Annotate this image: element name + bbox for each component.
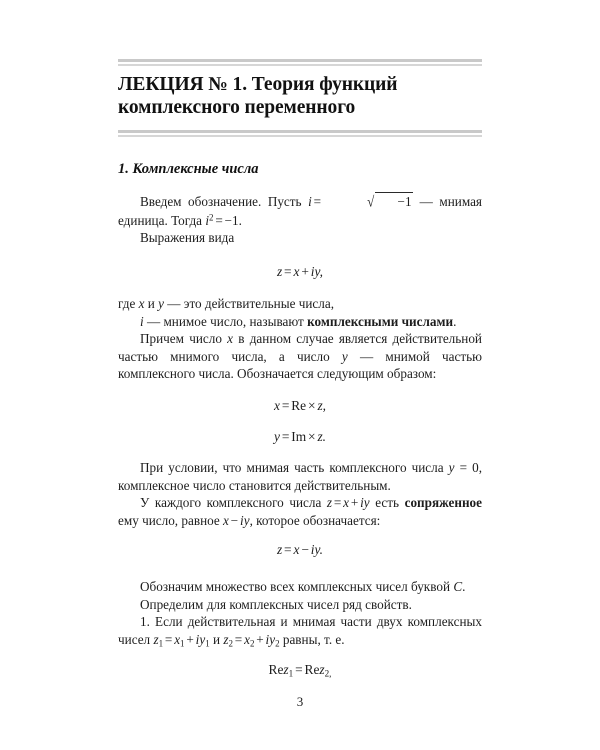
math-set-c: C	[453, 579, 463, 594]
rule-bar-thin	[118, 64, 482, 66]
term-complex-numbers: комплексными числами	[307, 313, 454, 329]
math-operator-im: Im	[291, 429, 307, 444]
math-times: ×	[308, 429, 316, 444]
paragraph-imaginary-number-def	[118, 313, 482, 331]
page-number: 3	[296, 694, 304, 709]
math-plus: +	[256, 631, 264, 647]
math-var-x: x	[273, 398, 280, 413]
text-run: — мнимой частью комплексного числа. Обозначается следующим образом:	[118, 348, 482, 382]
math-var-z1: z	[153, 631, 159, 647]
math-minus: −	[230, 512, 239, 528]
paragraph-conjugate-def	[118, 494, 482, 529]
math-var-x: x	[227, 331, 234, 347]
math-var-z: z	[276, 264, 283, 279]
chapter-title-line-2: комплексного переменного	[118, 97, 356, 118]
paragraph-condition-real	[118, 459, 482, 494]
text-run: При условии, что мнимая часть комплексного числа	[140, 460, 449, 475]
math-plus: +	[350, 495, 359, 511]
math-operator-re: Re	[304, 662, 320, 677]
paragraph-expressions-of-form: Выражения вида	[140, 230, 235, 246]
section-heading: 1. Комплексные числа	[118, 161, 259, 177]
math-equals: =	[313, 194, 322, 209]
text-run: — это действительные числа,	[164, 296, 334, 311]
text-run: Введем обозначение. Пусть	[140, 194, 309, 209]
paragraph-properties-intro: Определим для комплексных чисел ряд свойств.	[140, 596, 412, 612]
text-run: .	[462, 579, 466, 594]
text-run: ему число, равное	[118, 512, 224, 528]
text-run: = 0,	[454, 460, 483, 475]
math-equals: =	[284, 542, 292, 557]
decorative-rule-top	[118, 59, 482, 66]
text-run: 1. Если действительная и мнимая части двух комплексных чисел	[118, 614, 482, 647]
paragraph-group-conjugate	[118, 459, 482, 529]
chapter-title-line-1: ЛЕКЦИЯ № 1. Теория функций	[118, 74, 398, 95]
math-var-x: x	[293, 542, 300, 557]
math-var-x: x	[343, 495, 350, 511]
math-var-x: x	[223, 512, 229, 528]
math-var-z-conjugate: z	[276, 542, 283, 557]
text-run: У каждого комплексного числа	[140, 495, 327, 511]
math-var-y: y	[273, 429, 280, 444]
math-var-x1: x	[174, 631, 181, 647]
paragraph-definition-i	[118, 192, 482, 229]
math-var-z: z,	[317, 398, 326, 413]
math-var-i-squared: i	[205, 212, 210, 228]
math-operator-re: Re	[268, 662, 284, 677]
math-var-z: z.	[317, 429, 326, 444]
text-run: −1.	[224, 212, 242, 228]
math-equals: =	[164, 631, 173, 647]
math-var-z2: z	[223, 631, 229, 647]
text-run: .	[453, 313, 457, 329]
math-var-x2: x	[244, 631, 250, 647]
math-var-y: y	[448, 460, 455, 475]
radicand: −1	[375, 192, 413, 211]
math-plus: +	[301, 264, 309, 279]
math-term-iy: iy	[240, 512, 250, 528]
page-title	[118, 73, 490, 119]
math-var-x: x	[138, 296, 145, 311]
math-subscript: 2,	[324, 668, 332, 679]
paragraph-property-1	[118, 613, 482, 648]
math-subscript: 1	[180, 638, 185, 649]
rule-bar-thin	[118, 135, 482, 137]
paragraph-set-notation	[118, 578, 482, 596]
text-run: , которое обозначается:	[249, 512, 381, 528]
math-var-z: z	[326, 495, 333, 511]
math-term-iy: iy,	[310, 264, 324, 279]
math-equals: =	[281, 398, 290, 413]
math-term-iy: iy.	[310, 542, 324, 557]
math-term-iy2: iy	[265, 631, 276, 647]
paragraph-real-imaginary-parts	[118, 330, 482, 383]
formula-complex-number	[118, 263, 482, 281]
math-operator-re: Re	[291, 398, 307, 413]
math-term-iy: iy	[360, 495, 370, 511]
paragraph-group-properties	[118, 578, 482, 648]
term-conjugate: сопряженное	[404, 495, 483, 511]
radical-sign: √	[367, 194, 375, 211]
math-equals: =	[333, 495, 342, 511]
math-var-i: i	[308, 194, 312, 209]
math-equals: =	[215, 212, 223, 228]
math-subscript: 2	[249, 638, 255, 649]
text-run: равны, т. е.	[279, 631, 345, 647]
text-run: комплексное число становится действительным.	[118, 477, 391, 493]
formula-imaginary-part	[118, 428, 482, 446]
math-times: ×	[308, 398, 316, 413]
text-run: и	[209, 631, 224, 647]
math-subscript: 1	[158, 638, 164, 649]
math-subscript: 2	[228, 638, 233, 649]
sqrt-expression	[323, 192, 413, 212]
math-equals: =	[281, 429, 290, 444]
math-var-y: y	[158, 296, 164, 311]
math-plus: +	[186, 631, 194, 647]
text-run: — мнимая единица. Тогда	[118, 194, 482, 228]
text-run: где	[118, 296, 139, 311]
math-subscript: 1	[288, 668, 294, 679]
text-run: — мнимое число, называют	[143, 313, 308, 329]
math-var-x: x	[293, 264, 300, 279]
math-equals: =	[295, 662, 303, 677]
math-equals: =	[284, 264, 292, 279]
decorative-rule-bottom	[118, 130, 482, 137]
text-run: есть	[369, 495, 405, 511]
paragraph-group-intro	[118, 192, 482, 247]
formula-real-parts-equal	[118, 661, 482, 679]
math-equals: =	[234, 631, 243, 647]
math-exponent: 2	[209, 211, 214, 222]
math-minus: −	[301, 542, 309, 557]
text-run: Обозначим множество всех комплексных чисел буквой	[140, 579, 454, 594]
math-subscript: 2	[275, 638, 280, 649]
math-var-z1: z	[283, 662, 289, 677]
text-run: в данном случае является действительной частью мнимого числа, а число	[118, 331, 482, 364]
math-var-i: i	[140, 313, 144, 329]
math-term-iy1: iy	[195, 631, 206, 647]
math-subscript: 1	[205, 638, 210, 649]
text-run: Причем число	[140, 331, 228, 347]
paragraph-where-x-y	[118, 295, 482, 313]
formula-conjugate	[118, 541, 482, 559]
math-var-y: y	[341, 348, 348, 364]
text-run: и	[144, 296, 159, 311]
formula-real-part	[118, 397, 482, 415]
paragraph-group-parts	[118, 295, 482, 383]
math-var-z2: z	[319, 662, 325, 677]
